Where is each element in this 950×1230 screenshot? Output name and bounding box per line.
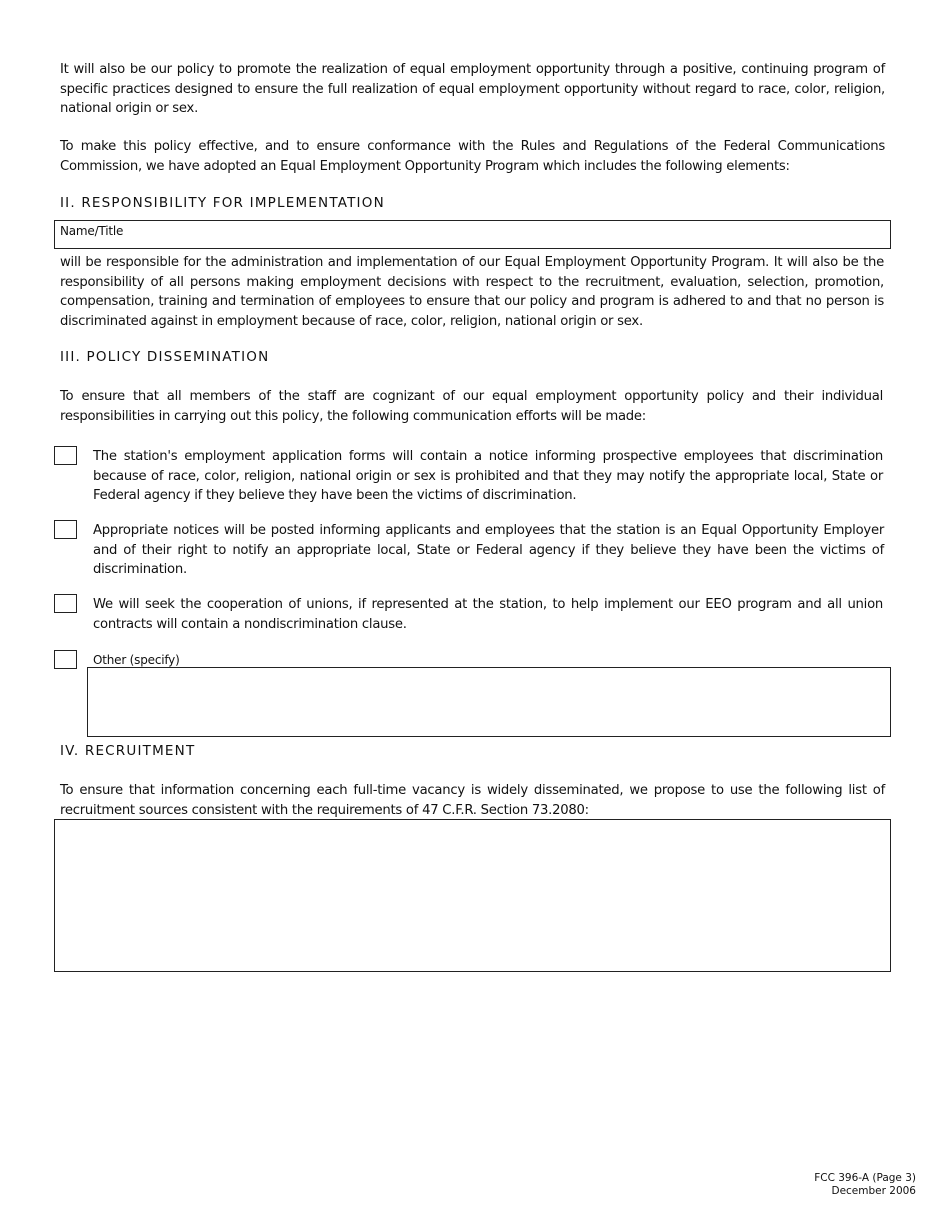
section-4-heading: IV. RECRUITMENT xyxy=(60,743,196,759)
other-specify-field[interactable] xyxy=(87,667,891,737)
recruitment-intro: To ensure that information concerning each full-time vacancy is widely disseminated, we propose to use the following list of recruitment sources consistent with the requirements of 47 C.F.R. Section 73.2080: xyxy=(60,783,885,818)
form-id: FCC 396-A (Page 3) xyxy=(814,1172,916,1184)
union-cooperation-checkbox[interactable] xyxy=(54,594,77,613)
page-footer xyxy=(814,1172,916,1197)
posted-notices-text: Appropriate notices will be posted informing applicants and employees that the station is an Equal Opportunity Employer and of their right to notify an appropriate local, State or Federal agency if they believe they have been the victims of discrimination. xyxy=(93,523,884,577)
form-date: December 2006 xyxy=(831,1184,916,1197)
responsibility-paragraph: will be responsible for the administration and implementation of our Equal Employment Opportunity Program. It will also be the responsibility of all persons making employment decisions with respect to the recruitment, evaluation, selection, promotion, compensation, training and termination of employees to ensure that our policy and program is adhered to and that no person is discriminated against in employment because of race, color, religion, national origin or sex. xyxy=(60,255,884,329)
section-3-heading: III. POLICY DISSEMINATION xyxy=(60,349,270,365)
application-notice-text: The station's employment application forms will contain a notice informing prospective employees that discrimination because of race, color, religion, national origin or sex is prohibited and that they may notify the appropriate local, State or Federal agency if they believe they have been the victims of discrimination. xyxy=(93,449,883,503)
application-notice-checkbox[interactable] xyxy=(54,446,77,465)
program-paragraph: To make this policy effective, and to ensure conformance with the Rules and Regulations of the Federal Communications Commission, we have adopted an Equal Employment Opportunity Program which includes the following elements: xyxy=(60,139,885,174)
other-specify-label: Other (specify) xyxy=(93,653,180,667)
name-title-field[interactable] xyxy=(54,220,891,249)
recruitment-sources-field[interactable] xyxy=(54,819,891,972)
policy-paragraph: It will also be our policy to promote the realization of equal employment opportunity through a positive, continuing program of specific practices designed to ensure the full realization of equal employment opportunity without regard to race, color, religion, national origin or sex. xyxy=(60,62,885,116)
other-checkbox[interactable] xyxy=(54,650,77,669)
union-cooperation-text: We will seek the cooperation of unions, if represented at the station, to help implement our EEO program and all union contracts will contain a nondiscrimination clause. xyxy=(93,597,883,632)
name-title-label: Name/Title xyxy=(60,224,124,238)
section-2-heading: II. RESPONSIBILITY FOR IMPLEMENTATION xyxy=(60,195,385,211)
posted-notices-checkbox[interactable] xyxy=(54,520,77,539)
dissemination-intro: To ensure that all members of the staff are cognizant of our equal employment opportunity policy and their individual responsibilities in carrying out this policy, the following communication efforts will be made: xyxy=(60,389,883,424)
